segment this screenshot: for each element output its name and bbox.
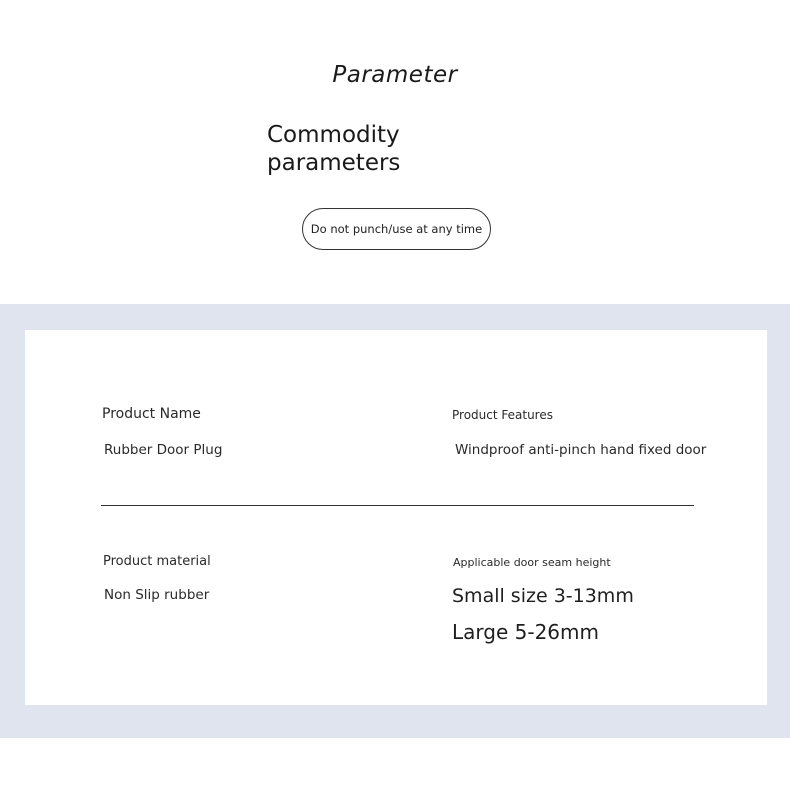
- product-features-value: Windproof anti-pinch hand fixed door: [455, 442, 707, 458]
- parameters-band: [0, 304, 790, 738]
- commodity-parameters-heading: [267, 121, 400, 177]
- parameter-title: Parameter: [332, 62, 458, 88]
- product-name-value: Rubber Door Plug: [104, 442, 223, 458]
- feature-pill: [302, 208, 491, 250]
- product-material-value: Non Slip rubber: [104, 587, 210, 603]
- product-name-label: Product Name: [102, 406, 201, 422]
- product-material-label: Product material: [103, 554, 211, 569]
- small-size-value: Small size 3-13mm: [452, 585, 634, 607]
- section-divider: [101, 505, 694, 506]
- heading-line-1: Commodity: [267, 122, 400, 148]
- door-seam-height-label: Applicable door seam height: [453, 556, 611, 569]
- product-features-label: Product Features: [452, 408, 553, 422]
- parameters-card: [25, 330, 767, 705]
- large-size-value: Large 5-26mm: [452, 620, 599, 644]
- heading-line-2: parameters: [267, 150, 401, 176]
- feature-pill-text: Do not punch/use at any time: [310, 222, 483, 236]
